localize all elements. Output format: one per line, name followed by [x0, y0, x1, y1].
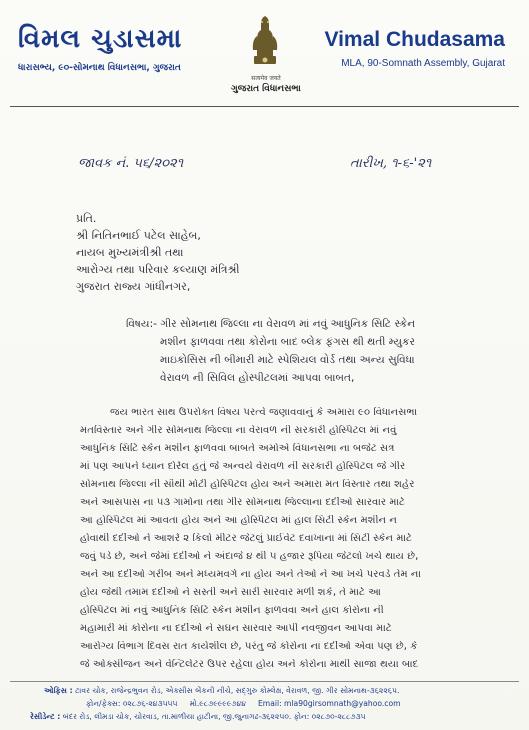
body-line: આરોગ્ય વિભાગ દિવસ રાત કાર્યશીલ છે, પરંતુ જે કોરોના ના દર્દીઓ એવા પણ છે, કે	[80, 641, 418, 652]
addressee-line: ગુજરાત રાજ્ય ગાંધીનગર,	[76, 280, 191, 293]
outward-number: જાવક નં. ૫૬/૨૦૨૧	[78, 156, 184, 171]
subject-line: માઇકોસિસ ની બીમારી માટે સ્પેશિયલ વોર્ડ તથા અન્ય સુવિધા	[160, 354, 415, 366]
residence-label: રેસીડેન્ટ :	[30, 712, 61, 721]
body-line: અને આ દર્દીઓ ગરીબ અને મધ્યમવર્ગ ના હોય અને તેઓ ને આ ખર્ચ પરવડે તેમ ના	[80, 569, 422, 580]
body-line: મતવિસ્તાર અને ગીર સોમનાથ જિલ્લા ના વેરાવળ ની સરકારી હોસ્પિટલ માં નવું	[80, 425, 397, 436]
letter-date: તારીખ, ૧-૬-'૨૧	[350, 156, 432, 171]
body-line: જવું પડે છે, અને જેમાં દર્દીઓ ને અંદાજે ૪ થી ૫ હજાર રૂપિયા જેટલો ખર્ચ થાય છે,	[80, 551, 419, 562]
body-line: આધુનિક સિટિ સ્કેન મશીન ફાળવવા બાબતે અમોએ વિધાનસભા ના બજેટ સત્ર	[80, 443, 395, 454]
contact-row	[86, 699, 401, 709]
mla-name-gujarati: વિમલ ચુડાસમા	[18, 24, 183, 54]
body-line: હોસ્પિટલ માં નવું આધુનિક સિટિ સ્કેન મશીન ફાળવવા અને હાલ કોરોના ની	[80, 605, 384, 616]
residence-address-row	[30, 712, 366, 722]
office-label: ઓફિસ :	[44, 686, 73, 695]
addressee-line: આરોગ્ય તથા પરિવાર કલ્યાણ મંત્રિશ્રી	[76, 263, 240, 276]
footer-divider	[10, 681, 519, 682]
addressee-line: નાયબ મુખ્યમંત્રીશ્રી તથા	[76, 246, 184, 259]
subject-line: મશીન ફાળવવા તથા કોરોના બાદ બ્લેક ફંગસ થી થતી મ્યુકર	[160, 336, 415, 348]
body-line: સોમનાથ જિલ્લા ની સૌથી મોટી હોસ્પિટલ હોય અને અમારા મત વિસ્તાર તથા શહેર	[80, 479, 415, 490]
mla-designation-english: MLA, 90-Somnath Assembly, Gujarat	[341, 58, 505, 69]
office-address-row	[44, 686, 399, 696]
addressee-line: શ્રી નિતિનભાઈ પટેલ સાહેબ,	[76, 229, 201, 242]
body-line: હોવાથી દર્દીઓ ને આશરે ૨ કિલો મીટર જેટલું પ્રાઈવેટ દવાખાના માં સિટી સ્કેન માટે	[80, 533, 412, 544]
body-line: હોય જેથી તમામ દર્દીઓ ને સસ્તી અને સારી સારવાર મળી શકે, તે માટે આ	[80, 587, 382, 598]
email-address[interactable]: Email: mla90girsomnath@yahoo.com	[258, 699, 401, 708]
residence-address: બંદર રોડ, લીમડા ચોક, ચોરવાડ, તા.માળીયા હાટીના, જી.જુનાગઢ-૩૬૨૨૫૦. ફોન: ૦૨૮૭૦-૨૮૮૭૩૫	[62, 712, 366, 721]
mobile-number: મો.૯૮૭૯૯૯૯૭૪૪	[189, 699, 246, 708]
body-line: અને આસપાસ ના ૫૩ ગામોના તથા ગીર સોમનાથ જિલ્લાના દર્દીઓ સારવાર માટે	[80, 497, 405, 508]
assembly-name-gujarati: ગુજરાત વિધાનસભા	[231, 84, 301, 94]
mla-designation-gujarati: ધારાસભ્ય, ૯૦-સોમનાથ વિધાનસભા, ગુજરાત	[18, 63, 181, 73]
header-divider	[10, 106, 519, 107]
mla-name-english: Vimal Chudasama	[324, 28, 505, 51]
body-line: જય ભારત સાથ ઉપરોક્ત વિષય પરત્વે જણાવવાનું કે અમારા ૯૦ વિધાનસભા	[110, 407, 418, 418]
body-line: જે ઓક્સીજન અને વેન્ટિલેટર ઉપર રહેલા હોય અને કોરોના માથી સાજા થયા બાદ	[80, 659, 419, 670]
phone-fax: ફોન/ફેક્સ: ૦૨૮૭૬-૨૪૩૫૫૫	[86, 699, 178, 708]
emblem-motto: सत्यमेव जयते	[251, 75, 281, 82]
ashoka-emblem-icon	[248, 10, 282, 70]
office-address: ટાવર ચોક, રાજેન્દ્રભુવન રોડ, એક્સીસ બેંકની નીચે, સદ્ગુરુ કોમ્લેક્ષ, વેરાવળ, જી. ગીર સોમનાથ-૩૬૨૨૬૫.	[75, 686, 400, 695]
body-line: મહામારી માં કોરોના ના દર્દીઓ ને સઘન સારવાર આપી નવજીવન આપવા માટે	[80, 623, 392, 634]
subject-line: વિષય:- ગીર સોમનાથ જિલ્લા ના વેરાવળ માં નવું આધુનિક સિટિ સ્કેન	[126, 318, 416, 330]
body-line: આ હોસ્પિટલ માં આવતા હોય અને આ હોસ્પિટલ માં હાલ સિટી સ્કેન મશીન ન	[80, 515, 397, 526]
body-line: માં પણ આપને ધ્યાન દોરેલ હતું જે અન્વયે વેરાવળ ની સરકારી હોસ્પિટલ જે ગીર	[80, 461, 406, 472]
subject-line: વેરાવળ ની સિવિલ હોસ્પીટલમાં આપવા બાબત,	[160, 372, 355, 384]
addressee-line: પ્રતિ.	[76, 212, 97, 225]
